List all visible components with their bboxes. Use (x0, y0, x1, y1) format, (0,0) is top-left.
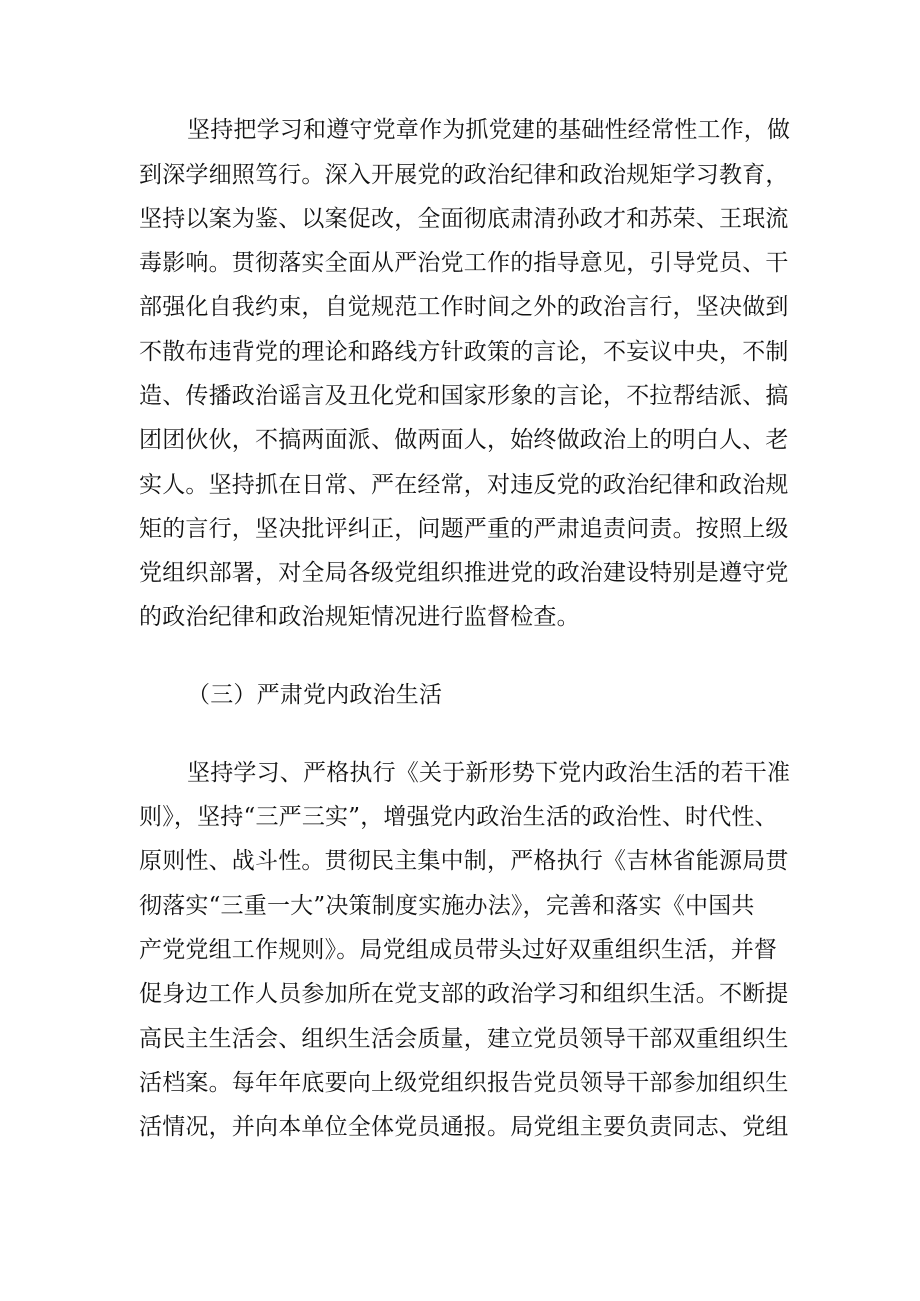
paragraph2-line-1: 坚持学习、严格执行《关于新形势下党内政治生活的若干准 (187, 760, 791, 786)
paragraph2-line-3: 原则性、战斗性。贯彻民主集中制，严格执行《吉林省能源局贯 (139, 848, 789, 874)
paragraph1-line-8: 团团伙伙，不搞两面派、做两面人，始终做政治上的明白人、老 (139, 427, 789, 453)
paragraph2-line-8: 活档案。每年年底要向上级党组织报告党员领导干部参加组织生 (139, 1070, 789, 1096)
paragraph2-line-9: 活情况，并向本单位全体党员通报。局党组主要负责同志、党组 (139, 1114, 789, 1140)
paragraph2-line-7: 高民主生活会、组织生活会质量，建立党员领导干部双重组织生 (139, 1026, 789, 1052)
paragraph1-line-6: 不散布违背党的理论和路线方针政策的言论，不妄议中央，不制 (139, 339, 789, 365)
paragraph1-line-12: 的政治纪律和政治规矩情况进行监督检查。 (139, 604, 580, 630)
paragraph1-line-3: 坚持以案为鉴、以案促改，全面彻底肃清孙政才和苏荣、王珉流 (139, 206, 789, 232)
paragraph1-line-5: 部强化自我约束，自觉规范工作时间之外的政治言行，坚决做到 (139, 294, 789, 320)
paragraph2-line-4: 彻落实“三重一大”决策制度实施办法》，完善和落实《中国共 (139, 893, 755, 919)
paragraph1-line-2: 到深学细照笃行。深入开展党的政治纪律和政治规矩学习教育， (139, 162, 789, 188)
paragraph2-line-2: 则》，坚持“三严三实”，增强党内政治生活的政治性、时代性、 (139, 804, 778, 830)
paragraph1-line-9: 实人。坚持抓在日常、严在经常，对违反党的政治纪律和政治规 (139, 472, 789, 498)
paragraph1-line-11: 党组织部署，对全局各级党组织推进党的政治建设特别是遵守党 (139, 560, 789, 586)
paragraph1-line-1: 坚持把学习和遵守党章作为抓党建的基础性经常性工作，做 (187, 117, 791, 143)
paragraph1-line-10: 矩的言行，坚决批评纠正，问题严重的严肃追责问责。按照上级 (139, 516, 789, 542)
paragraph1-line-7: 造、传播政治谣言及丑化党和国家形象的言论，不拉帮结派、搞 (139, 383, 789, 409)
section-heading: （三）严肃党内政治生活 (187, 682, 443, 708)
paragraph1-line-4: 毒影响。贯彻落实全面从严治党工作的指导意见，引导党员、干 (139, 250, 789, 276)
paragraph2-line-6: 促身边工作人员参加所在党支部的政治学习和组织生活。不断提 (139, 981, 789, 1007)
paragraph2-line-5: 产党党组工作规则》。局党组成员带头过好双重组织生活，并督 (139, 937, 778, 963)
